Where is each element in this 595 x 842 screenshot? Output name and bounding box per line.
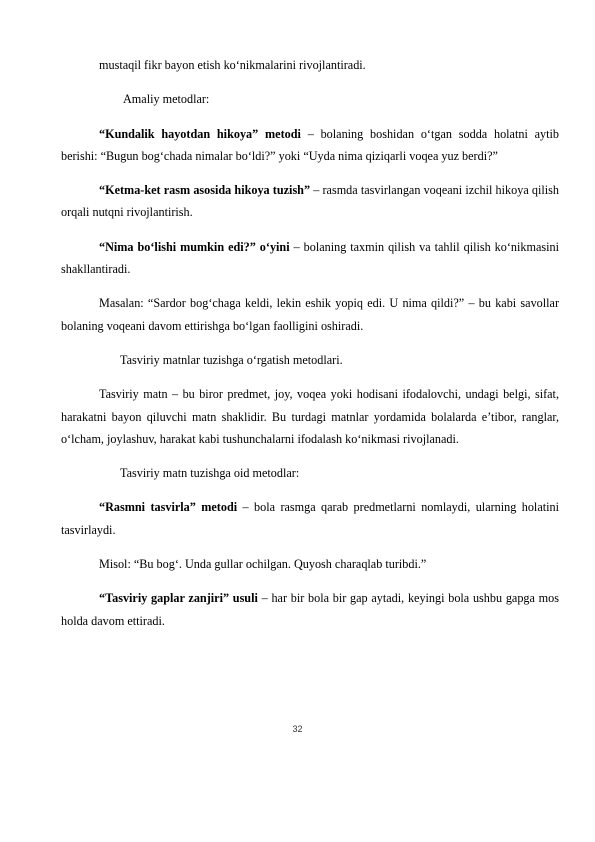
heading-text: Amaliy metodlar: bbox=[123, 92, 210, 107]
paragraph-masalan bbox=[61, 292, 559, 337]
heading-text: Tasviriy matnlar tuzishga o‘rgatish metodlari. bbox=[120, 352, 343, 367]
paragraph-tasviriy-matn-definition bbox=[61, 383, 559, 450]
page-body bbox=[61, 54, 559, 644]
heading-amaliy-metodlar bbox=[61, 88, 559, 110]
method-name: “Nima bo‘lishi mumkin edi?” o‘yini bbox=[99, 239, 290, 254]
paragraph-misol bbox=[61, 553, 559, 575]
method-name: “Rasmni tasvirla” metodi bbox=[99, 500, 238, 515]
paragraph-text: Misol: “Bu bog‘. Unda gullar ochilgan. Quyosh charaqlab turibdi.” bbox=[99, 557, 427, 572]
method-name: “Kundalik hayotdan hikoya” metodi bbox=[99, 126, 301, 141]
heading-text: Tasviriy matn tuzishga oid metodlar: bbox=[120, 466, 300, 481]
paragraph-text: – bola rasmga qarab predmetlarni nomlaydi, ularning holatini tasvirlaydi. bbox=[61, 500, 559, 537]
paragraph-gaplar-zanjiri bbox=[61, 587, 559, 632]
paragraph-text: mustaqil fikr bayon etish ko‘nikmalarini rivojlantiradi. bbox=[99, 58, 366, 72]
paragraph-kundalik-hayot bbox=[61, 123, 559, 168]
page-number: 32 bbox=[292, 724, 303, 734]
paragraph-text: Tasviriy matn – bu biror predmet, joy, voqea yoki hodisani ifodalovchi, undagi belgi, sifat, harakatni bayon qiluvchi matn shaklidir. Bu turdagi matnlar yordamida bolalarda e’tibor, ranglar, o‘lcham, joylashuv, harakat kabi tushunchalarni ifodalash ko‘nikmasi rivojlanadi. bbox=[61, 387, 559, 446]
method-name: “Ketma-ket rasm asosida hikoya tuzish” bbox=[99, 183, 311, 198]
heading-tasviriy-metodlar bbox=[61, 462, 559, 484]
heading-tasviriy-matnlar bbox=[61, 349, 559, 371]
paragraph-text: Masalan: “Sardor bog‘chaga keldi, lekin eshik yopiq edi. U nima qildi?” – bu kabi savollar bolaning voqeani davom ettirishga bo‘lgan faolligini oshiradi. bbox=[61, 296, 559, 333]
paragraph-text: – bolaning taxmin qilish va tahlil qilish ko‘nikmasini shakllantiradi. bbox=[61, 239, 559, 277]
paragraph-text: – har bir bola bir gap aytadi, keyingi bola ushbu gapga mos holda davom ettiradi. bbox=[61, 591, 559, 628]
paragraph-text: – rasmda tasvirlangan voqeani izchil hikoya qilish orqali nutqni rivojlantirish. bbox=[61, 183, 559, 220]
paragraph-text: – bolaning boshidan o‘tgan sodda holatni aytib berishi: “Bugun bog‘chada nimalar bo‘ldi?” yoki “Uyda nima qiziqarli voqea yuz berdi?” bbox=[61, 126, 560, 163]
paragraph-intro bbox=[61, 54, 559, 76]
paragraph-rasmni-tasvirla bbox=[61, 496, 559, 541]
paragraph-ketma-ket-rasm bbox=[61, 179, 559, 224]
method-name: “Tasviriy gaplar zanjiri” usuli bbox=[99, 591, 258, 606]
paragraph-nima-bolishi bbox=[61, 236, 559, 281]
